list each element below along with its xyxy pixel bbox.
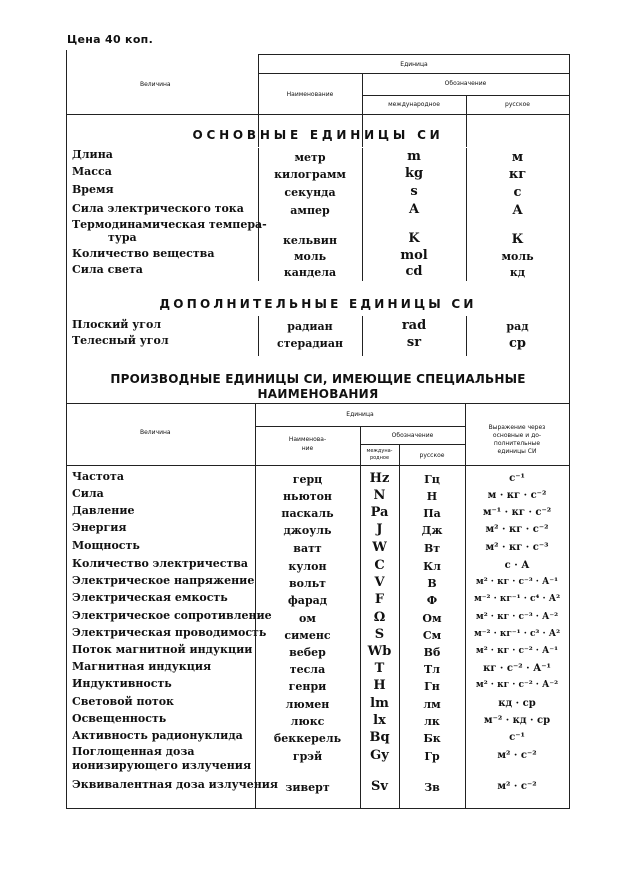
unit-name-cell: сименс bbox=[284, 629, 331, 642]
table1-right-border bbox=[569, 54, 570, 403]
unit-name-cell: зиверт bbox=[285, 781, 330, 794]
expression-cell: м² · кг · с⁻² · А⁻² bbox=[475, 680, 559, 690]
intl-symbol-cell: kg bbox=[404, 166, 424, 181]
quantity-cell: Сила электрического тока bbox=[72, 202, 244, 215]
table2-header-russian: русское bbox=[419, 452, 445, 459]
unit-name-cell: радиан bbox=[287, 320, 333, 333]
expression-cell: кг · с⁻² · А⁻¹ bbox=[483, 663, 551, 674]
unit-name-cell: беккерель bbox=[273, 732, 342, 745]
intl-symbol-cell: Wb bbox=[367, 644, 392, 659]
unit-name-cell: вебер bbox=[289, 646, 326, 659]
expression-cell: м² · кг · с⁻² bbox=[485, 524, 549, 535]
quantity-cell: Сила света bbox=[72, 263, 143, 276]
table1-header-line-1 bbox=[258, 73, 569, 74]
table2-bottom-border bbox=[66, 808, 569, 809]
table1-header-unit: Единица bbox=[400, 61, 428, 68]
quantity-cell: Электрическая емкость bbox=[72, 591, 228, 604]
rus-symbol-cell: К bbox=[511, 232, 524, 247]
quantity-cell: Электрическое сопротивление bbox=[72, 609, 272, 622]
intl-symbol-cell: cd bbox=[405, 264, 423, 279]
rus-symbol-cell: Н bbox=[426, 490, 438, 503]
expression-cell: м² · кг · с⁻³ · А⁻² bbox=[475, 612, 559, 622]
unit-name-cell: ом bbox=[299, 612, 316, 625]
rus-symbol-cell: кд bbox=[509, 266, 526, 279]
table1-header-russian: русское bbox=[505, 101, 530, 108]
quantity-cell: Эквивалентная доза излучения bbox=[72, 778, 279, 791]
quantity-cell: Активность радионуклида bbox=[72, 729, 243, 742]
table2-header-intl-1: междуна- bbox=[366, 448, 393, 454]
unit-name-cell: ватт bbox=[293, 542, 322, 555]
rus-symbol-cell: См bbox=[422, 629, 442, 642]
quantity-cell: Термодинамическая темпера- bbox=[72, 218, 267, 231]
quantity-cell: Освещенность bbox=[72, 712, 167, 725]
quantity-cell: Поток магнитной индукции bbox=[72, 643, 253, 656]
intl-symbol-cell: J bbox=[376, 522, 383, 537]
expression-cell: м⁻¹ · кг · с⁻² bbox=[482, 507, 552, 518]
intl-symbol-cell: Sv bbox=[371, 779, 388, 794]
expression-cell: с⁻¹ bbox=[509, 732, 525, 743]
table1-header-bottom bbox=[66, 114, 569, 115]
rus-symbol-cell: Гн bbox=[424, 680, 440, 693]
quantity-cell: Световой поток bbox=[72, 695, 175, 708]
quantity-cell: Электрическая проводимость bbox=[72, 626, 267, 639]
table2-top-border bbox=[66, 403, 569, 404]
quantity-cell: Индуктивность bbox=[72, 677, 172, 690]
expression-cell: с · А bbox=[504, 560, 530, 571]
unit-name-cell: ньютон bbox=[282, 490, 332, 503]
rus-symbol-cell: лм bbox=[423, 698, 441, 711]
table1-header-designation: Обозначение bbox=[444, 80, 487, 87]
unit-name-cell: ампер bbox=[290, 204, 330, 217]
intl-symbol-cell: V bbox=[374, 575, 385, 590]
unit-name-cell: тесла bbox=[289, 663, 326, 676]
rus-symbol-cell: ср bbox=[508, 336, 526, 351]
table2-left-border bbox=[66, 403, 67, 809]
unit-name-cell: фарад bbox=[287, 594, 328, 607]
unit-name-cell: кельвин bbox=[282, 234, 338, 247]
intl-symbol-cell: Bq bbox=[369, 730, 390, 745]
rus-symbol-cell: Ф bbox=[426, 594, 438, 607]
table2-header-expression-4: единицы СИ bbox=[497, 448, 537, 455]
unit-name-cell: вольт bbox=[288, 577, 327, 590]
table2-header-expression-3: полнительные bbox=[493, 440, 541, 447]
expression-cell: кд · ср bbox=[498, 698, 536, 709]
rus-symbol-cell: кг bbox=[508, 167, 527, 182]
quantity-cell-continued: ионизирующего излучения bbox=[72, 759, 252, 772]
intl-symbol-cell: A bbox=[408, 202, 420, 217]
quantity-cell: Плоский угол bbox=[72, 318, 162, 331]
table1-header-quantity: Величина bbox=[140, 81, 171, 88]
table2-header-name-2: ние bbox=[301, 445, 314, 452]
rus-symbol-cell: с bbox=[513, 185, 522, 200]
intl-symbol-cell: H bbox=[373, 678, 386, 693]
unit-name-cell: килограмм bbox=[274, 168, 346, 181]
rus-symbol-cell: м bbox=[511, 150, 524, 165]
quantity-cell: Мощность bbox=[72, 539, 140, 552]
table2-col-line-4 bbox=[465, 403, 466, 808]
table2-header-intl-2: родное bbox=[369, 455, 390, 461]
unit-name-cell: кулон bbox=[288, 560, 327, 573]
intl-symbol-cell: N bbox=[373, 488, 386, 503]
quantity-cell: Электрическое напряжение bbox=[72, 574, 255, 587]
unit-name-cell: герц bbox=[292, 473, 323, 486]
intl-symbol-cell: Gy bbox=[370, 748, 389, 763]
rus-symbol-cell: Дж bbox=[421, 524, 443, 537]
table2-right-border bbox=[569, 403, 570, 809]
unit-name-cell: грэй bbox=[292, 750, 323, 763]
derived-units-title-line-1: ПРОИЗВОДНЫЕ ЕДИНИЦЫ СИ, ИМЕЮЩИЕ СПЕЦИАЛЬНЫЕ bbox=[110, 372, 526, 386]
quantity-cell: Давление bbox=[72, 504, 135, 517]
unit-name-cell: джоуль bbox=[283, 524, 332, 537]
intl-symbol-cell: sr bbox=[406, 335, 422, 350]
intl-symbol-cell: F bbox=[374, 592, 385, 607]
quantity-cell: Частота bbox=[72, 470, 124, 483]
rus-symbol-cell: Бк bbox=[423, 732, 441, 745]
table2-header-designation: Обозначение bbox=[391, 432, 434, 439]
rus-symbol-cell: Гц bbox=[424, 473, 440, 486]
rus-symbol-cell: Па bbox=[423, 507, 441, 520]
rus-symbol-cell: Зв bbox=[424, 781, 440, 794]
table2-header-bottom bbox=[66, 465, 569, 466]
quantity-cell: Масса bbox=[72, 165, 112, 178]
rus-symbol-cell: моль bbox=[501, 250, 534, 263]
unit-name-cell: стерадиан bbox=[277, 337, 343, 350]
rus-symbol-cell: Гр bbox=[424, 750, 440, 763]
unit-name-cell: люкс bbox=[290, 715, 325, 728]
intl-symbol-cell: lx bbox=[373, 713, 386, 728]
expression-cell: с⁻¹ bbox=[509, 473, 525, 484]
table2-header-unit: Единица bbox=[346, 411, 374, 418]
table2-header-name-1: Наименова- bbox=[288, 436, 327, 443]
quantity-cell: Количество электричества bbox=[72, 557, 249, 570]
quantity-cell: Количество вещества bbox=[72, 247, 215, 260]
quantity-cell: Телесный угол bbox=[72, 334, 169, 347]
unit-name-cell: метр bbox=[294, 151, 326, 164]
unit-name-cell: кандела bbox=[283, 266, 337, 279]
quantity-cell: Энергия bbox=[72, 521, 127, 534]
expression-cell: м · кг · с⁻² bbox=[487, 490, 547, 501]
quantity-cell: Поглощенная доза bbox=[72, 745, 195, 758]
intl-symbol-cell: Hz bbox=[369, 471, 390, 486]
intl-symbol-cell: mol bbox=[400, 248, 428, 263]
quantity-cell-continued: тура bbox=[108, 231, 137, 244]
intl-symbol-cell: S bbox=[374, 627, 385, 642]
rus-symbol-cell: А bbox=[512, 203, 523, 218]
intl-symbol-cell: s bbox=[410, 184, 418, 199]
rus-symbol-cell: рад bbox=[506, 320, 529, 333]
unit-name-cell: люмен bbox=[285, 698, 330, 711]
table2-header-line-2 bbox=[360, 444, 465, 445]
intl-symbol-cell: lm bbox=[370, 696, 389, 711]
expression-cell: м⁻² · кд · ср bbox=[483, 715, 551, 726]
unit-name-cell: моль bbox=[293, 250, 327, 263]
expression-cell: м² · с⁻² bbox=[497, 781, 537, 792]
expression-cell: м² · с⁻² bbox=[497, 750, 537, 761]
derived-units-title-line-2: НАИМЕНОВАНИЯ bbox=[257, 387, 379, 401]
rus-symbol-cell: лк bbox=[424, 715, 440, 728]
intl-symbol-cell: K bbox=[408, 231, 420, 246]
price-label: Цена 40 коп. bbox=[67, 33, 154, 46]
section-title-base-units: ОСНОВНЫЕ ЕДИНИЦЫ СИ bbox=[192, 128, 444, 142]
rus-symbol-cell: Тл bbox=[424, 663, 440, 676]
intl-symbol-cell: C bbox=[374, 558, 385, 573]
table1-header-international: международное bbox=[388, 101, 440, 108]
unit-name-cell: паскаль bbox=[281, 507, 334, 520]
rus-symbol-cell: Вб bbox=[423, 646, 441, 659]
table1-left-border bbox=[66, 50, 67, 403]
quantity-cell: Длина bbox=[72, 148, 113, 161]
intl-symbol-cell: Ω bbox=[373, 610, 386, 625]
quantity-cell: Время bbox=[72, 183, 114, 196]
intl-symbol-cell: W bbox=[372, 540, 387, 555]
expression-cell: м² · кг · с⁻³ · А⁻¹ bbox=[475, 577, 559, 587]
table1-header-name: Наименование bbox=[286, 91, 334, 98]
unit-name-cell: секунда bbox=[284, 186, 336, 199]
table1-top-border bbox=[258, 54, 569, 55]
rus-symbol-cell: Вт bbox=[423, 542, 441, 555]
table2-header-expression-2: основные и до- bbox=[492, 432, 542, 439]
expression-cell: м² · кг · с⁻³ bbox=[485, 542, 549, 553]
expression-cell: м² · кг · с⁻² · А⁻¹ bbox=[475, 646, 559, 656]
rus-symbol-cell: В bbox=[427, 577, 437, 590]
expression-cell: м⁻² · кг⁻¹ · с⁴ · А² bbox=[473, 594, 561, 604]
rus-symbol-cell: Кл bbox=[423, 560, 441, 573]
intl-symbol-cell: rad bbox=[401, 318, 427, 333]
table2-header-expression-1: Выражение через bbox=[488, 424, 546, 431]
table2-header-quantity: Величина bbox=[140, 429, 171, 436]
intl-symbol-cell: Pa bbox=[370, 505, 389, 520]
intl-symbol-cell: m bbox=[407, 149, 421, 164]
rus-symbol-cell: Ом bbox=[422, 612, 442, 625]
quantity-cell: Магнитная индукция bbox=[72, 660, 212, 673]
expression-cell: м⁻² · кг⁻¹ · с³ · А² bbox=[473, 629, 561, 639]
section-title-supplementary-units: ДОПОЛНИТЕЛЬНЫЕ ЕДИНИЦЫ СИ bbox=[159, 297, 477, 311]
intl-symbol-cell: T bbox=[374, 661, 385, 676]
unit-name-cell: генри bbox=[288, 680, 327, 693]
quantity-cell: Сила bbox=[72, 487, 104, 500]
